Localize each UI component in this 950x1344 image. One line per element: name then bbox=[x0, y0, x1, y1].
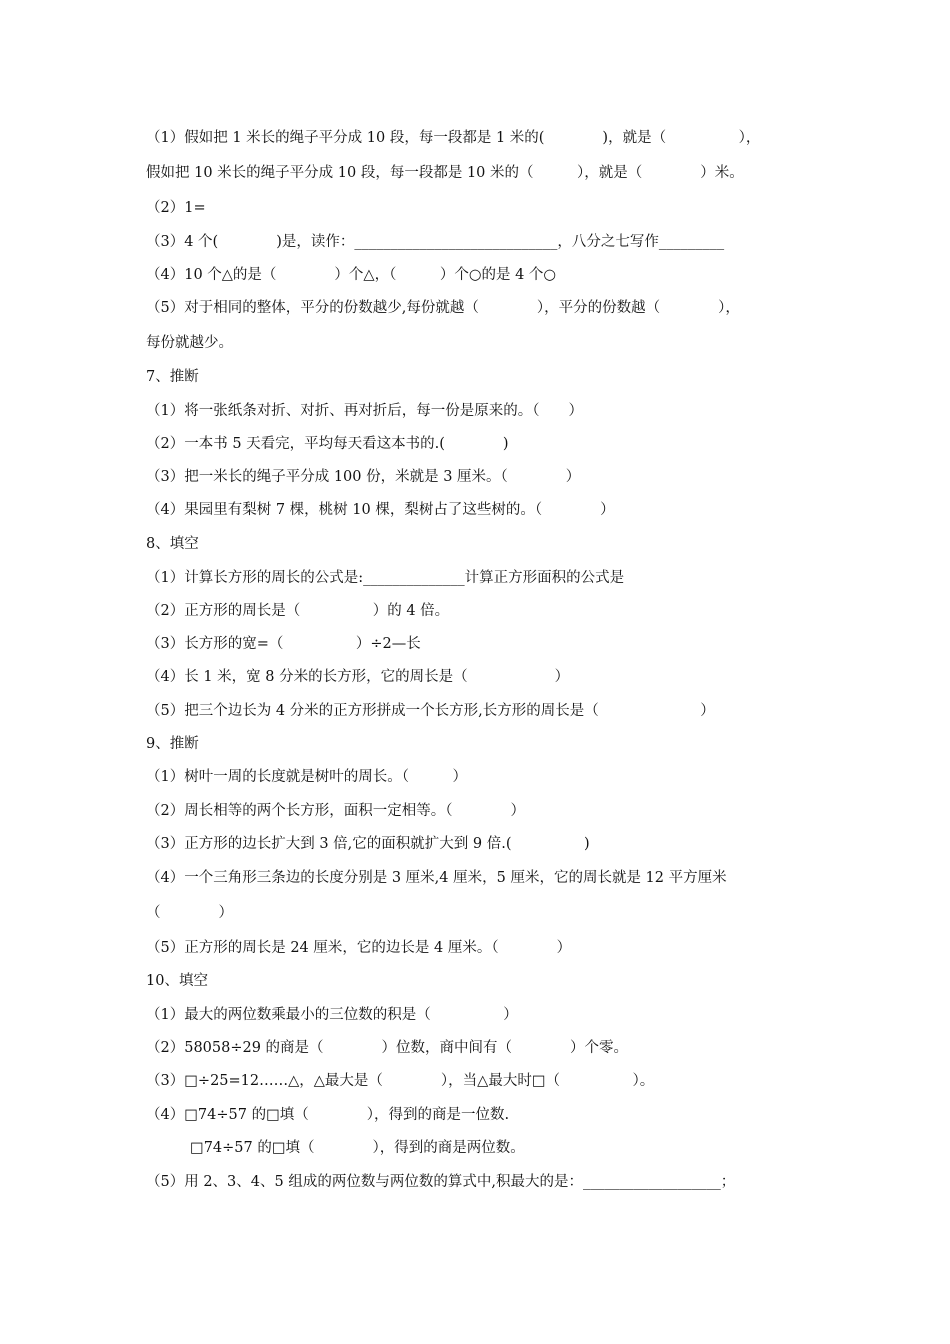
q10-4-line-a: （4）□74÷57 的□填（ ），得到的商是一位数. bbox=[146, 1107, 510, 1123]
q6-5-line-b: 每份就越少。 bbox=[146, 335, 233, 351]
q9-4-line-b: （ ） bbox=[146, 905, 233, 921]
q6-3: （3）4 个( )是，读作：____________________________，八分之七写作_________ bbox=[146, 234, 725, 250]
q9-3: （3）正方形的边长扩大到 3 倍,它的面积就扩大到 9 倍.( ) bbox=[146, 836, 590, 852]
section-9-title: 9、推断 bbox=[146, 736, 199, 752]
q7-2: （2）一本书 5 天看完，平均每天看这本书的.( ) bbox=[146, 436, 509, 452]
q6-1-line-b: 假如把 10 米长的绳子平分成 10 段，每一段都是 10 米的（ ），就是（ ）米。 bbox=[146, 165, 744, 181]
q10-5: （5）用 2、3、4、5 组成的两位数与两位数的算式中,积最大的是：___________________； bbox=[146, 1174, 736, 1190]
q6-5-line-a: （5）对于相同的整体，平分的份数越少,每份就越（ ），平分的份数越（ ）， bbox=[146, 300, 740, 316]
q8-3: （3）长方形的宽=（ ）÷2—长 bbox=[146, 636, 421, 652]
q7-1: （1）将一张纸条对折、对折、再对折后，每一份是原来的。（ ） bbox=[146, 403, 583, 419]
q9-2: （2）周长相等的两个长方形，面积一定相等。（ ） bbox=[146, 803, 525, 819]
q6-2: （2）1= bbox=[146, 200, 206, 216]
section-7-title: 7、推断 bbox=[146, 369, 199, 385]
q9-4-line-a: （4）一个三角形三条边的长度分别是 3 厘米,4 厘米，5 厘米，它的周长就是 12 平方厘米 bbox=[146, 870, 727, 886]
q10-3: （3）□÷25=12……△，△最大是（ ），当△最大时□（ ）。 bbox=[146, 1073, 655, 1089]
q10-4-line-b: □74÷57 的□填（ ），得到的商是两位数。 bbox=[190, 1140, 525, 1156]
q6-1-line-a: （1）假如把 1 米长的绳子平分成 10 段，每一段都是 1 米的( )，就是（ ）， bbox=[146, 130, 761, 146]
q7-4: （4）果园里有梨树 7 棵，桃树 10 棵，梨树占了这些树的。（ ） bbox=[146, 502, 615, 518]
q8-4: （4）长 1 米，宽 8 分米的长方形，它的周长是（ ） bbox=[146, 669, 570, 685]
q7-3: （3）把一米长的绳子平分成 100 份，米就是 3 厘米。（ ） bbox=[146, 469, 581, 485]
q8-5: （5）把三个边长为 4 分米的正方形拼成一个长方形,长方形的周长是（ ） bbox=[146, 703, 715, 719]
q10-2: （2）58058÷29 的商是（ ）位数，商中间有（ ）个零。 bbox=[146, 1040, 629, 1056]
q9-5: （5）正方形的周长是 24 厘米，它的边长是 4 厘米。（ ） bbox=[146, 940, 572, 956]
q8-2: （2）正方形的周长是（ ）的 4 倍。 bbox=[146, 603, 450, 619]
q10-1: （1）最大的两位数乘最小的三位数的积是（ ） bbox=[146, 1007, 518, 1023]
q6-4: （4）10 个△的是（ ）个△，（ ）个○的是 4 个○ bbox=[146, 267, 557, 283]
section-10-title: 10、填空 bbox=[146, 973, 208, 989]
section-8-title: 8、填空 bbox=[146, 536, 199, 552]
q9-1: （1）树叶一周的长度就是树叶的周长。（ ） bbox=[146, 769, 467, 785]
q8-1: （1）计算长方形的周长的公式是:______________计算正方形面积的公式是 bbox=[146, 570, 625, 586]
